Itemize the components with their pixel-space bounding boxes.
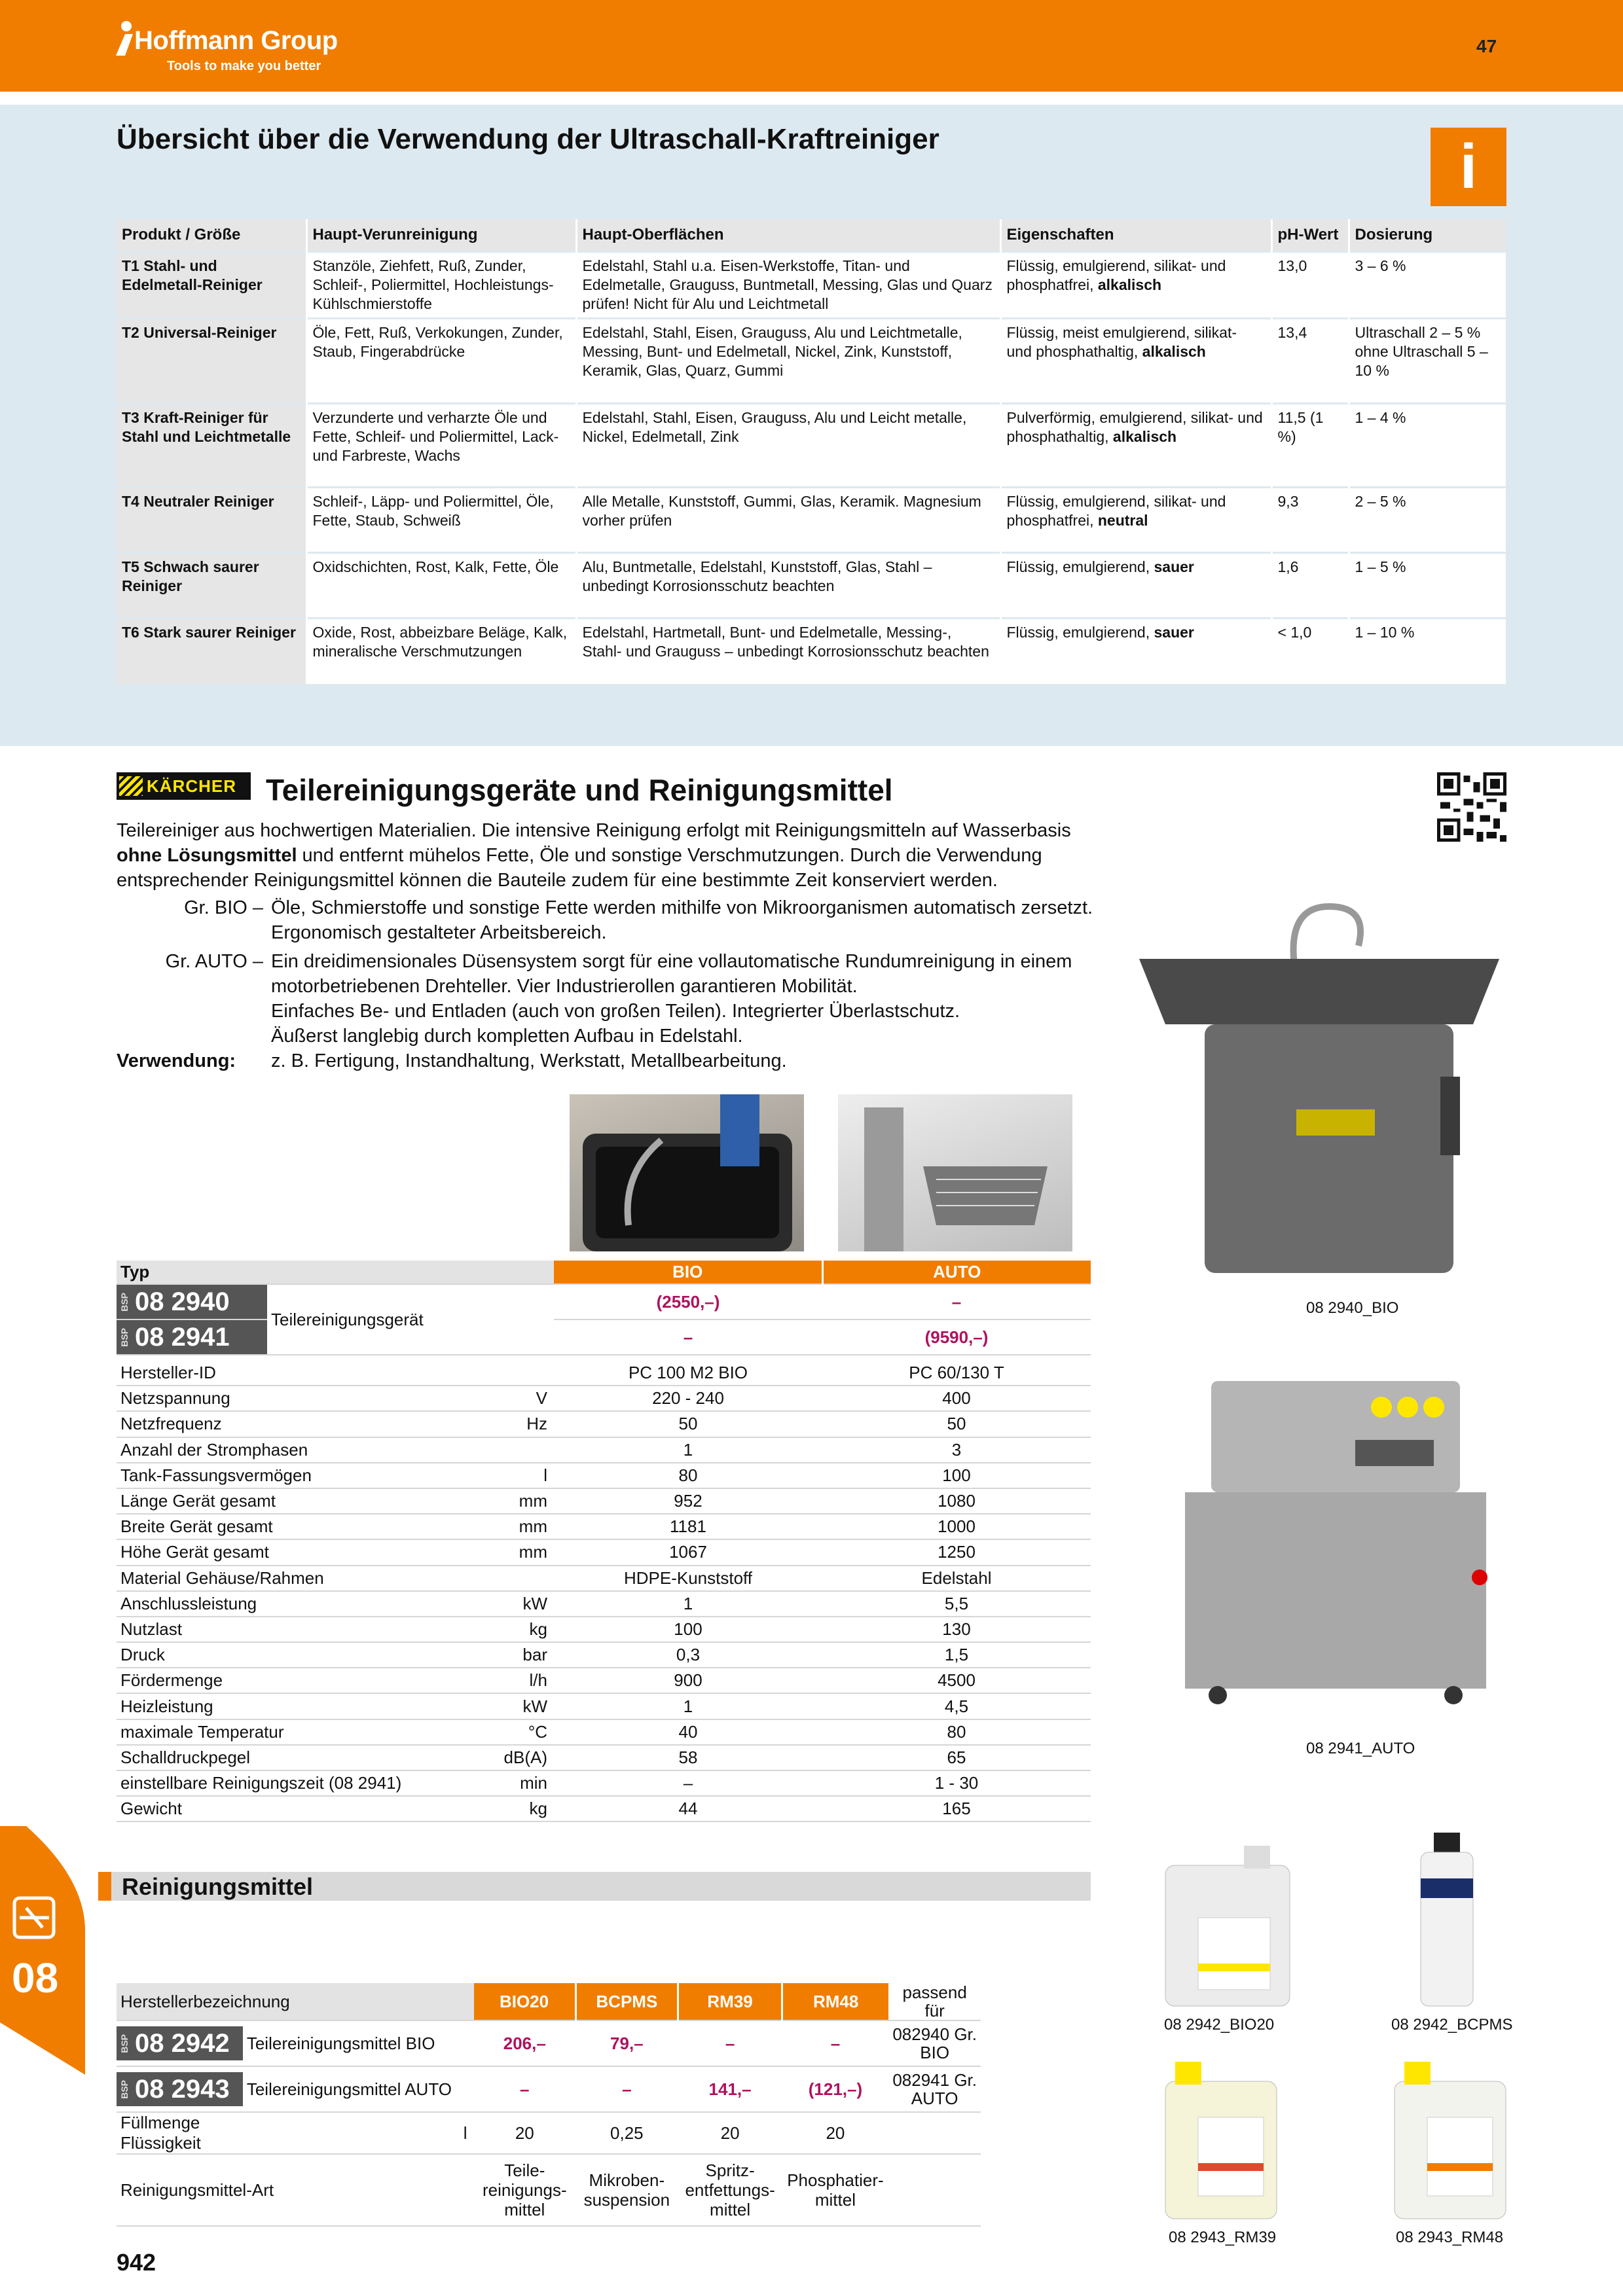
caption: 08 2942_BCPMS [1391, 2016, 1513, 2034]
spec-row [117, 1360, 1091, 1386]
usage-photo-bio [570, 1094, 804, 1251]
spec-label: Anzahl der Stromphasen [117, 1437, 470, 1463]
product-name: Teilereinigungsmittel BIO [243, 2020, 474, 2066]
feature-line: Einfaches Be- und Entladen (auch von großen Teilen). Integrierter Überlastschutz. [271, 1001, 960, 1022]
kind-value: Mikroben-suspension [575, 2154, 678, 2226]
price: – [474, 2066, 575, 2112]
bsp-label: BSP [119, 2079, 130, 2099]
spec-unit [470, 1437, 554, 1463]
spec-value-auto: 130 [822, 1617, 1091, 1642]
price: 141,– [678, 2066, 782, 2112]
caption: 08 2943_RM48 [1396, 2229, 1504, 2246]
kind-value: Teile-reinigungs-mittel [474, 2154, 575, 2226]
fill-row [117, 2112, 981, 2154]
price-auto: – [822, 1284, 1091, 1319]
fits-value: 082941 Gr. AUTO [888, 2066, 981, 2112]
col-header-bio: BIO [554, 1261, 822, 1284]
spec-unit: mm [470, 1488, 554, 1514]
cleaner-overview-table [117, 219, 1506, 684]
canister-illustration [1388, 2058, 1512, 2222]
col-header: RM48 [782, 1983, 889, 2020]
price: 79,– [575, 2020, 678, 2066]
spec-row [117, 1437, 1091, 1463]
order-name: Teilereinigungsgerät [267, 1284, 554, 1355]
spec-value-auto: PC 60/130 T [822, 1360, 1091, 1386]
spec-value-bio: HDPE-Kunststoff [554, 1566, 822, 1591]
col-header: BCPMS [575, 1983, 678, 2020]
spec-label: Höhe Gerät gesamt [117, 1539, 470, 1565]
surfaces-cell: Edelstahl, Stahl, Eisen, Grauguss, Alu und Leicht metalle, Nickel, Edelmetall, Zink [576, 404, 1000, 488]
caption: 08 2941_AUTO [1306, 1740, 1415, 1757]
properties-cell: Flüssig, emulgierend, silikat- und phosphatfrei, neutral [1000, 488, 1271, 553]
device-spec-table [117, 1261, 1091, 1355]
spec-value-auto: 100 [822, 1463, 1091, 1488]
dosage-cell: 1 – 4 % [1349, 404, 1506, 488]
surfaces-cell: Edelstahl, Stahl, Eisen, Grauguss, Alu und Leichtmetalle, Messing, Bunt- und Edelmetall, Nickel, Zink, Kunststoff, Keramik, Glas, Quarz, Gummi [576, 319, 1000, 404]
product-cell: T6 Stark saurer Reiniger [117, 619, 306, 684]
spec-value-auto: 65 [822, 1745, 1091, 1770]
spec-unit: V [470, 1386, 554, 1411]
kind-value: Phosphatier-mittel [782, 2154, 889, 2226]
spec-unit: l [470, 1463, 554, 1488]
spec-row [117, 1796, 1091, 1821]
col-header: Haupt-Oberflächen [576, 219, 1000, 252]
spec-label: Schalldruckpegel [117, 1745, 470, 1770]
spec-row [117, 1617, 1091, 1642]
spec-value-bio: 1 [554, 1437, 822, 1463]
bsp-label: BSP [119, 1292, 130, 1312]
spec-value-bio: – [554, 1770, 822, 1796]
product-photo-bio [1133, 893, 1506, 1280]
qr-code-icon [1437, 771, 1506, 843]
hoffmann-logo-icon [115, 20, 134, 59]
karcher-stripes-icon [119, 776, 143, 796]
usage-label: Verwendung: [117, 1050, 236, 1071]
product-cell: T1 Stahl- und Edelmetall-Reiniger [117, 252, 306, 319]
spec-row [117, 1386, 1091, 1411]
usage-text: z. B. Fertigung, Instandhaltung, Werkstatt, Metallbearbeitung. [271, 1050, 787, 1071]
spec-row [117, 1591, 1091, 1617]
spec-value-auto: 3 [822, 1437, 1091, 1463]
intro-part: Teilereiniger aus hochwertigen Materialien. Die intensive Reinigung erfolgt mit Reinigungsmitteln auf Wasserbasis [117, 820, 1071, 841]
ph-cell: 11,5 (1 %) [1271, 404, 1349, 488]
surfaces-cell: Alle Metalle, Kunststoff, Gummi, Glas, Keramik. Magnesium vorher prüfen [576, 488, 1000, 553]
col-header: Dosierung [1349, 219, 1506, 252]
parts-washer-auto-illustration [1159, 1368, 1506, 1708]
order-number [117, 1285, 267, 1319]
order-row [117, 1284, 1091, 1319]
brand-name: Hoffmann Group [134, 26, 338, 55]
contamination-cell: Oxide, Rost, abbeizbare Beläge, Kalk, mineralische Verschmutzungen [306, 619, 576, 684]
accent-bar [98, 1872, 111, 1901]
order-row [117, 2066, 981, 2112]
contamination-cell: Stanzöle, Ziehfett, Ruß, Zunder, Schleif-, Poliermittel, Hochleistungs-Kühlschmierstoffe [306, 252, 576, 319]
spec-unit: bar [470, 1642, 554, 1668]
spec-value-bio: 220 - 240 [554, 1386, 822, 1411]
spec-label: Netzfrequenz [117, 1411, 470, 1437]
spec-value-bio: 900 [554, 1668, 822, 1693]
order-row [117, 2020, 981, 2066]
spec-label: Breite Gerät gesamt [117, 1514, 470, 1539]
product-cell: T3 Kraft-Reiniger für Stahl und Leichtmetalle [117, 404, 306, 488]
spec-value-auto: 50 [822, 1411, 1091, 1437]
spec-value-bio: PC 100 M2 BIO [554, 1360, 822, 1386]
dosage-cell: 1 – 10 % [1349, 619, 1506, 684]
feature-label: Gr. AUTO – [165, 951, 263, 972]
spec-unit: kg [470, 1796, 554, 1821]
spec-label: einstellbare Reinigungszeit (08 2941) [117, 1770, 470, 1796]
ph-cell: < 1,0 [1271, 619, 1349, 684]
brand-tagline: Tools to make you better [167, 59, 321, 73]
spec-value-bio: 40 [554, 1719, 822, 1745]
table-row [117, 488, 1506, 553]
order-number [117, 2072, 243, 2106]
spec-label: Gewicht [117, 1796, 470, 1821]
table-header-row [117, 219, 1506, 252]
canister-illustration [1159, 1839, 1296, 2009]
table-row [117, 404, 1506, 488]
surfaces-cell: Edelstahl, Stahl u.a. Eisen-Werkstoffe, Titan- und Edelmetalle, Grauguss, Buntmetall, Messing, Glas und Quarz prüfen! Nicht für Alu und Leichtmetall [576, 252, 1000, 319]
spec-row [117, 1463, 1091, 1488]
spec-value-auto: 165 [822, 1796, 1091, 1821]
section-title: Übersicht über die Verwendung der Ultraschall-Kraftreiniger [117, 123, 939, 155]
feature-label: Gr. BIO – [184, 897, 263, 918]
feature-line: Ein dreidimensionales Düsensystem sorgt für eine vollautomatische Rundumreinigung in einem [271, 951, 1072, 972]
spec-row [117, 1745, 1091, 1770]
spec-row [117, 1539, 1091, 1565]
spec-rows [117, 1360, 1091, 1822]
bottle-illustration [1411, 1833, 1483, 2009]
kind-value: Spritz-entfettungs-mittel [678, 2154, 782, 2226]
spec-label: Anschlussleistung [117, 1591, 470, 1617]
ph-cell: 9,3 [1271, 488, 1349, 553]
table-header-row [117, 1261, 1091, 1284]
order-number-text: 08 2943 [135, 2074, 230, 2104]
language-code: DEE [1573, 33, 1586, 58]
spec-value-bio: 44 [554, 1796, 822, 1821]
dosage-cell: 1 – 5 % [1349, 553, 1506, 619]
col-header: BIO20 [474, 1983, 575, 2020]
fill-value: 20 [782, 2112, 889, 2154]
bsp-label: BSP [119, 1327, 130, 1347]
spec-unit: mm [470, 1514, 554, 1539]
contamination-cell: Oxidschichten, Rost, Kalk, Fette, Öle [306, 553, 576, 619]
kind-row [117, 2154, 981, 2226]
intro-text [117, 818, 1112, 893]
spec-value-bio: 58 [554, 1745, 822, 1770]
karcher-logo [117, 772, 251, 800]
col-header: RM39 [678, 1983, 782, 2020]
spec-value-bio: 1 [554, 1693, 822, 1719]
spec-label: maximale Temperatur [117, 1719, 470, 1745]
spec-value-bio: 1 [554, 1591, 822, 1617]
fits-value: 082940 Gr. BIO [888, 2020, 981, 2066]
header-label: Herstellerbezeichnung [117, 1983, 474, 2020]
spec-row [117, 1566, 1091, 1591]
bsp-label: BSP [119, 2034, 130, 2053]
ph-cell: 13,0 [1271, 252, 1349, 319]
spec-value-auto: 5,5 [822, 1591, 1091, 1617]
subsection-title: Reinigungsmittel [122, 1873, 314, 1900]
price: – [782, 2020, 889, 2066]
price: – [575, 2066, 678, 2112]
section-title: Teilereinigungsgeräte und Reinigungsmittel [266, 773, 893, 807]
price: – [678, 2020, 782, 2066]
surfaces-cell: Edelstahl, Hartmetall, Bunt- und Edelmetalle, Messing-, Stahl- und Grauguss – unbedingt Korrosionsschutz beachten [576, 619, 1000, 684]
spec-row [117, 1668, 1091, 1693]
spec-value-bio: 50 [554, 1411, 822, 1437]
subsection-header [98, 1872, 1091, 1901]
dosage-cell: 3 – 6 % [1349, 252, 1506, 319]
dosage-cell: Ultraschall 2 – 5 % ohne Ultraschall 5 – 10 % [1349, 319, 1506, 404]
spec-row [117, 1411, 1091, 1437]
parts-washer-bio-illustration [1133, 893, 1506, 1280]
spec-label: Material Gehäuse/Rahmen [117, 1566, 470, 1591]
product-cell: T2 Universal-Reiniger [117, 319, 306, 404]
fill-value: 20 [678, 2112, 782, 2154]
spec-label: Fördermenge [117, 1668, 470, 1693]
order-number-text: 08 2942 [135, 2028, 230, 2058]
surfaces-cell: Alu, Buntmetalle, Edelstahl, Kunststoff, Glas, Stahl – unbedingt Korrosionsschutz beachten [576, 553, 1000, 619]
spec-value-auto: 80 [822, 1719, 1091, 1745]
table-header-row [117, 1983, 981, 2020]
spec-unit: Hz [470, 1411, 554, 1437]
spec-value-bio: 100 [554, 1617, 822, 1642]
product-cell: T5 Schwach saurer Reiniger [117, 553, 306, 619]
spec-value-auto: 1250 [822, 1539, 1091, 1565]
col-header: Eigenschaften [1000, 219, 1271, 252]
feature-auto [165, 949, 1122, 1049]
contamination-cell: Schleif-, Läpp- und Poliermittel, Öle, Fette, Staub, Schweiß [306, 488, 576, 553]
col-header-auto: AUTO [822, 1261, 1091, 1284]
spec-unit: kW [470, 1591, 554, 1617]
spec-label: Tank-Fassungsvermögen [117, 1463, 470, 1488]
price-bio: – [554, 1319, 822, 1355]
table-row [117, 619, 1506, 684]
spec-value-auto: 400 [822, 1386, 1091, 1411]
feature-line: Ergonomisch gestalteter Arbeitsbereich. [271, 922, 607, 943]
properties-cell: Flüssig, emulgierend, silikat- und phosphatfrei, alkalisch [1000, 252, 1271, 319]
spec-value-bio: 80 [554, 1463, 822, 1488]
product-name: Teilereinigungsmittel AUTO [243, 2066, 474, 2112]
price: 206,– [474, 2020, 575, 2066]
feature-line: motorbetriebenen Drehteller. Vier Industrierollen garantieren Mobilität. [271, 976, 858, 997]
spec-unit: kW [470, 1693, 554, 1719]
usage-photo-auto [838, 1094, 1072, 1251]
basket-illustration [838, 1094, 1072, 1251]
fill-unit: l [243, 2112, 474, 2154]
page-number-top: 47 [1476, 36, 1497, 56]
feature-line: Äußerst langlebig durch kompletten Aufbau in Edelstahl. [271, 1026, 743, 1047]
spec-value-auto: 1000 [822, 1514, 1091, 1539]
table-row [117, 319, 1506, 404]
order-number-text: 08 2940 [135, 1287, 230, 1316]
spec-unit [470, 1360, 554, 1386]
chapter-tab [0, 1826, 85, 2075]
spec-label: Netzspannung [117, 1386, 470, 1411]
spec-label: Nutzlast [117, 1617, 470, 1642]
ph-cell: 13,4 [1271, 319, 1349, 404]
intro-bold: ohne Lösungsmittel [117, 845, 297, 866]
spec-row [117, 1642, 1091, 1668]
caption: 08 2942_BIO20 [1164, 2016, 1275, 2034]
canister-illustration [1159, 2058, 1283, 2222]
fill-value: 0,25 [575, 2112, 678, 2154]
price: (121,–) [782, 2066, 889, 2112]
product-photo-auto [1159, 1368, 1506, 1708]
spec-label: Heizleistung [117, 1693, 470, 1719]
chapter-number: 08 [12, 1954, 59, 2001]
intro-part: und entfernt mühelos Fette, Öle und sonstige Verschmutzungen. Durch die Verwendung entsprechender Reinigungsmittel können die Bauteile zudem für eine bestimmte Zeit konserviert werden. [117, 845, 1042, 891]
contamination-cell: Verzunderte und verharzte Öle und Fette, Schleif- und Poliermittel, Lack- und Farbreste, Wachs [306, 404, 576, 488]
karcher-brand: KÄRCHER [147, 776, 236, 796]
spec-row [117, 1719, 1091, 1745]
spec-unit [470, 1566, 554, 1591]
spec-value-bio: 952 [554, 1488, 822, 1514]
info-icon: i [1431, 128, 1506, 206]
fill-value: 20 [474, 2112, 575, 2154]
col-header: Haupt-Verunreinigung [306, 219, 576, 252]
spec-row [117, 1488, 1091, 1514]
spec-unit: l/h [470, 1668, 554, 1693]
page-number: 942 [117, 2249, 156, 2276]
spec-label: Hersteller-ID [117, 1360, 470, 1386]
contamination-cell: Öle, Fett, Ruß, Verkokungen, Zunder, Staub, Fingerabdrücke [306, 319, 576, 404]
table-row [117, 252, 1506, 319]
price-auto: (9590,–) [822, 1319, 1091, 1355]
spec-value-auto: 1,5 [822, 1642, 1091, 1668]
table-row [117, 553, 1506, 619]
type-label: Typ [117, 1261, 554, 1284]
canister-photo [1388, 2058, 1512, 2222]
spec-row [117, 1770, 1091, 1796]
fill-label: Füllmenge Flüssigkeit [117, 2112, 243, 2154]
sink-usage-illustration [570, 1094, 804, 1251]
spec-row [117, 1693, 1091, 1719]
dosage-cell: 2 – 5 % [1349, 488, 1506, 553]
spec-value-auto: Edelstahl [822, 1566, 1091, 1591]
spec-value-auto: 1080 [822, 1488, 1091, 1514]
spec-label: Länge Gerät gesamt [117, 1488, 470, 1514]
properties-cell: Flüssig, emulgierend, sauer [1000, 619, 1271, 684]
spec-unit: kg [470, 1617, 554, 1642]
spec-value-bio: 1067 [554, 1539, 822, 1565]
properties-cell: Flüssig, emulgierend, sauer [1000, 553, 1271, 619]
order-row [117, 1319, 1091, 1355]
caption: 08 2943_RM39 [1169, 2229, 1277, 2246]
product-cell: T4 Neutraler Reiniger [117, 488, 306, 553]
feature-bio [184, 895, 1122, 945]
properties-cell: Flüssig, meist emulgierend, silikat- und phosphathaltig, alkalisch [1000, 319, 1271, 404]
cleaning-agent-table [117, 1983, 981, 2227]
spec-value-auto: 4500 [822, 1668, 1091, 1693]
spec-unit: dB(A) [470, 1745, 554, 1770]
ph-cell: 1,6 [1271, 553, 1349, 619]
price-bio: (2550,–) [554, 1284, 822, 1319]
order-number [117, 1320, 267, 1354]
spec-value-auto: 1 - 30 [822, 1770, 1091, 1796]
spec-label: Druck [117, 1642, 470, 1668]
spec-value-bio: 1181 [554, 1514, 822, 1539]
canister-photo [1159, 1839, 1296, 2009]
fits-label: passend für [888, 1983, 981, 2020]
feature-line: Öle, Schmierstoffe und sonstige Fette werden mithilfe von Mikroorganismen automatisch zersetzt. [271, 897, 1093, 918]
col-header: pH-Wert [1271, 219, 1349, 252]
order-number-text: 08 2941 [135, 1322, 230, 1352]
spec-unit: min [470, 1770, 554, 1796]
bottle-photo [1411, 1833, 1483, 2009]
kind-label: Reinigungsmittel-Art [117, 2154, 474, 2226]
order-number [117, 2026, 243, 2060]
spec-unit: mm [470, 1539, 554, 1565]
caption: 08 2940_BIO [1306, 1299, 1399, 1317]
canister-photo [1159, 2058, 1283, 2222]
spec-row [117, 1514, 1091, 1539]
col-header: Produkt / Größe [117, 219, 306, 252]
spec-value-bio: 0,3 [554, 1642, 822, 1668]
spec-unit: °C [470, 1719, 554, 1745]
spec-value-auto: 4,5 [822, 1693, 1091, 1719]
properties-cell: Pulverförmig, emulgierend, silikat- und phosphathaltig, alkalisch [1000, 404, 1271, 488]
